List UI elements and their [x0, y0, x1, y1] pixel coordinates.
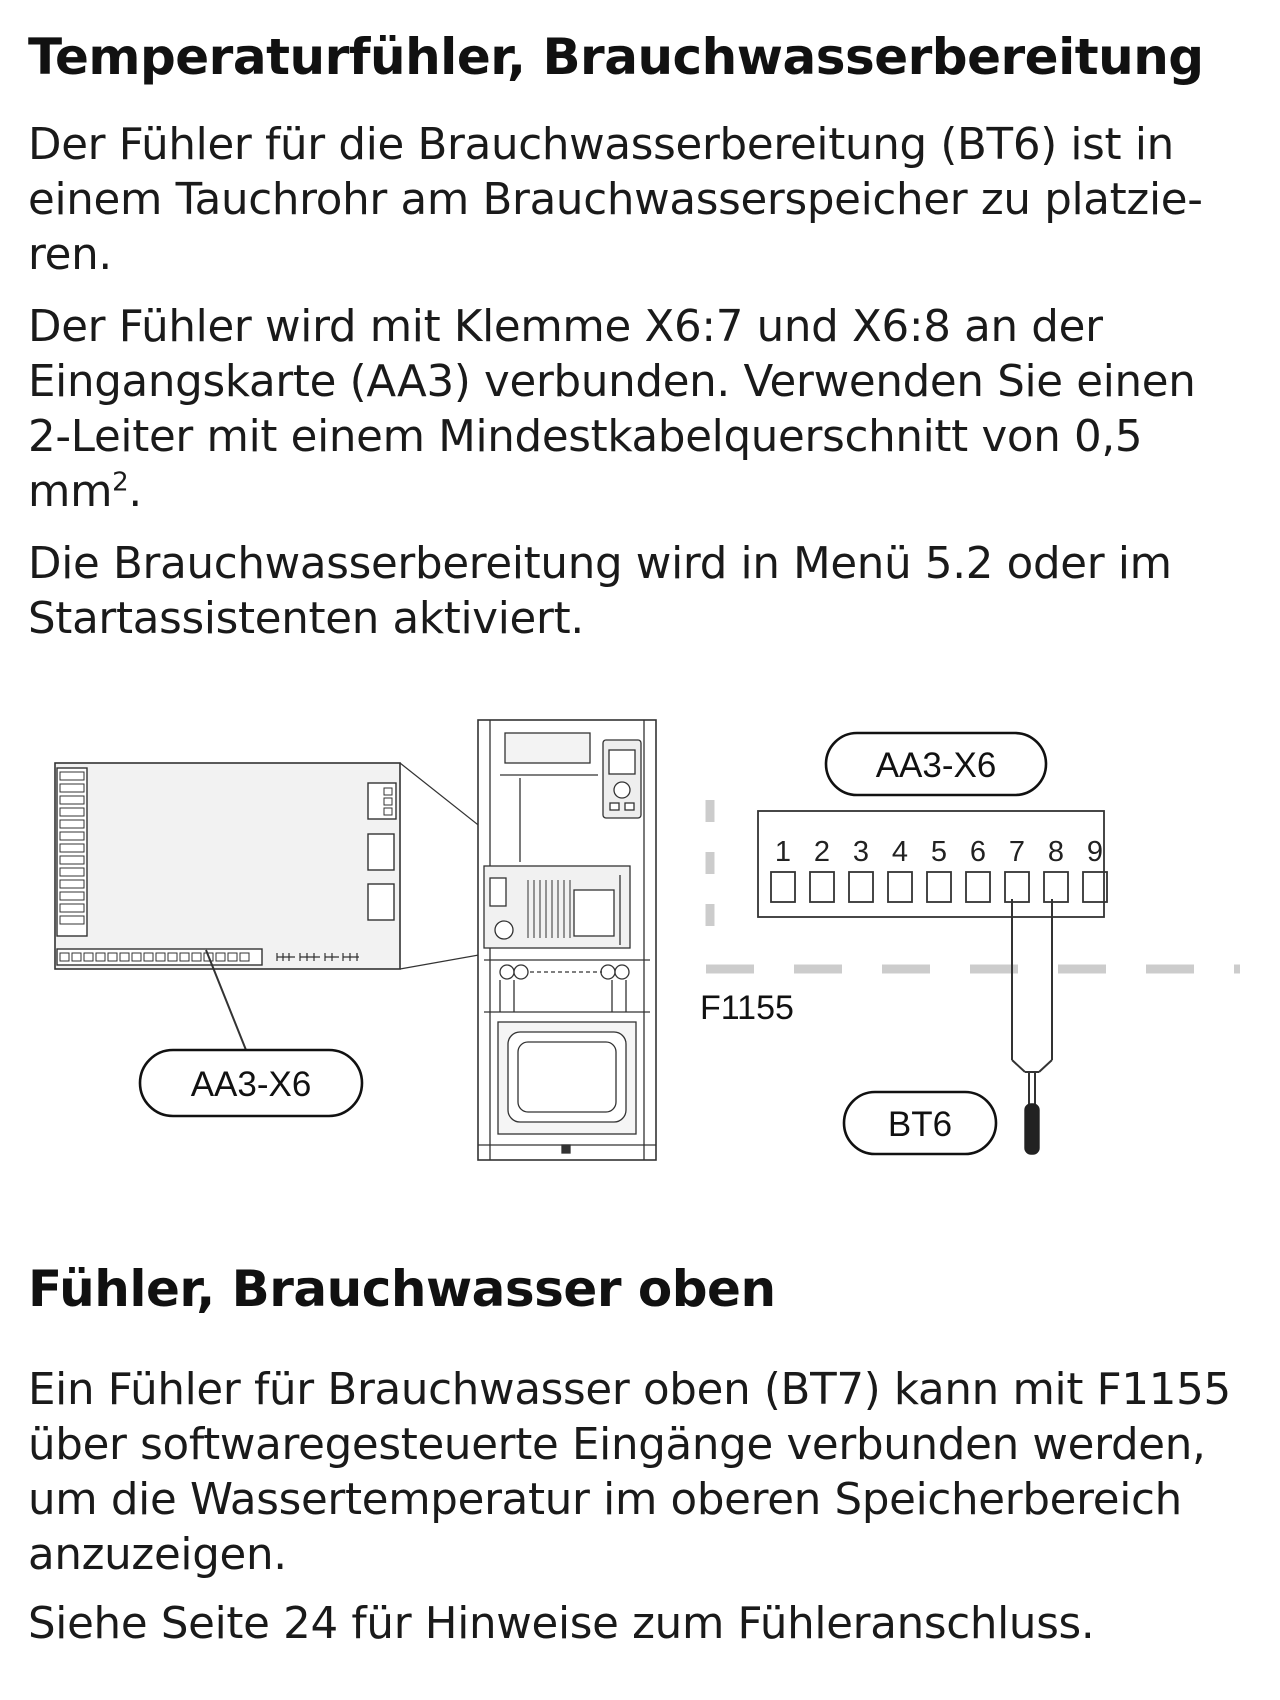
text-line: Ein Fühler für Brauchwasser oben (BT7) kann mit F1155 — [28, 1365, 1231, 1415]
terminal-block-label: AA3-X6 — [875, 746, 997, 785]
paragraph-activation — [28, 537, 1258, 647]
terminal-number: 6 — [969, 836, 987, 868]
unit-text: mm — [28, 467, 113, 517]
text-line: Der Fühler wird mit Klemme X6:7 und X6:8 an der — [28, 302, 1103, 352]
paragraph-page-reference — [28, 1597, 1258, 1652]
terminal-number: 4 — [891, 836, 909, 868]
wiring-diagram — [0, 700, 1280, 1180]
superscript: 2 — [112, 467, 129, 498]
terminal-number: 5 — [930, 836, 948, 868]
terminal-number: 7 — [1008, 836, 1026, 868]
terminal-number: 2 — [813, 836, 831, 868]
text-line: Startassistenten aktiviert. — [28, 594, 584, 644]
text-line: einem Tauchrohr am Brauchwasserspeicher zu platzie- — [28, 175, 1203, 225]
unit-model-label: F1155 — [700, 989, 794, 1027]
text-line: anzuzeigen. — [28, 1530, 287, 1580]
text-line: über softwaregesteuerte Eingänge verbunden werden, — [28, 1420, 1206, 1470]
text-line — [28, 465, 1258, 520]
text-line: Eingangskarte (AA3) verbunden. Verwenden Sie einen — [28, 357, 1196, 407]
text-line: Der Fühler für die Brauchwasserbereitung (BT6) ist in — [28, 120, 1174, 170]
period: . — [128, 467, 142, 517]
text-line: Die Brauchwasserbereitung wird in Menü 5.2 oder im — [28, 539, 1172, 589]
heat-pump-unit-illustration — [478, 720, 656, 1160]
text-line: um die Wassertemperatur im oberen Speicherbereich — [28, 1475, 1182, 1525]
text-line: Siehe Seite 24 für Hinweise zum Fühleranschluss. — [28, 1599, 1095, 1649]
circuit-board-illustration — [55, 763, 400, 1050]
terminal-number: 1 — [774, 836, 792, 868]
text-line: ren. — [28, 230, 112, 280]
board-connector-label: AA3-X6 — [190, 1065, 312, 1104]
paragraph-sensor-wiring — [28, 300, 1258, 520]
terminal-number: 8 — [1047, 836, 1065, 868]
terminal-number: 3 — [852, 836, 870, 868]
terminal-numbers — [775, 836, 1103, 868]
paragraph-bt7-sensor — [28, 1363, 1258, 1583]
section-heading-bt7: Fühler, Brauchwasser oben — [28, 1260, 776, 1318]
section-heading-bt6: Temperaturfühler, Brauchwasserbereitung — [28, 28, 1204, 86]
paragraph-sensor-placement — [28, 118, 1258, 283]
text-line: 2-Leiter mit einem Mindestkabelquerschnitt von 0,5 — [28, 412, 1143, 462]
terminal-number: 9 — [1086, 836, 1104, 868]
sensor-label: BT6 — [887, 1105, 953, 1144]
